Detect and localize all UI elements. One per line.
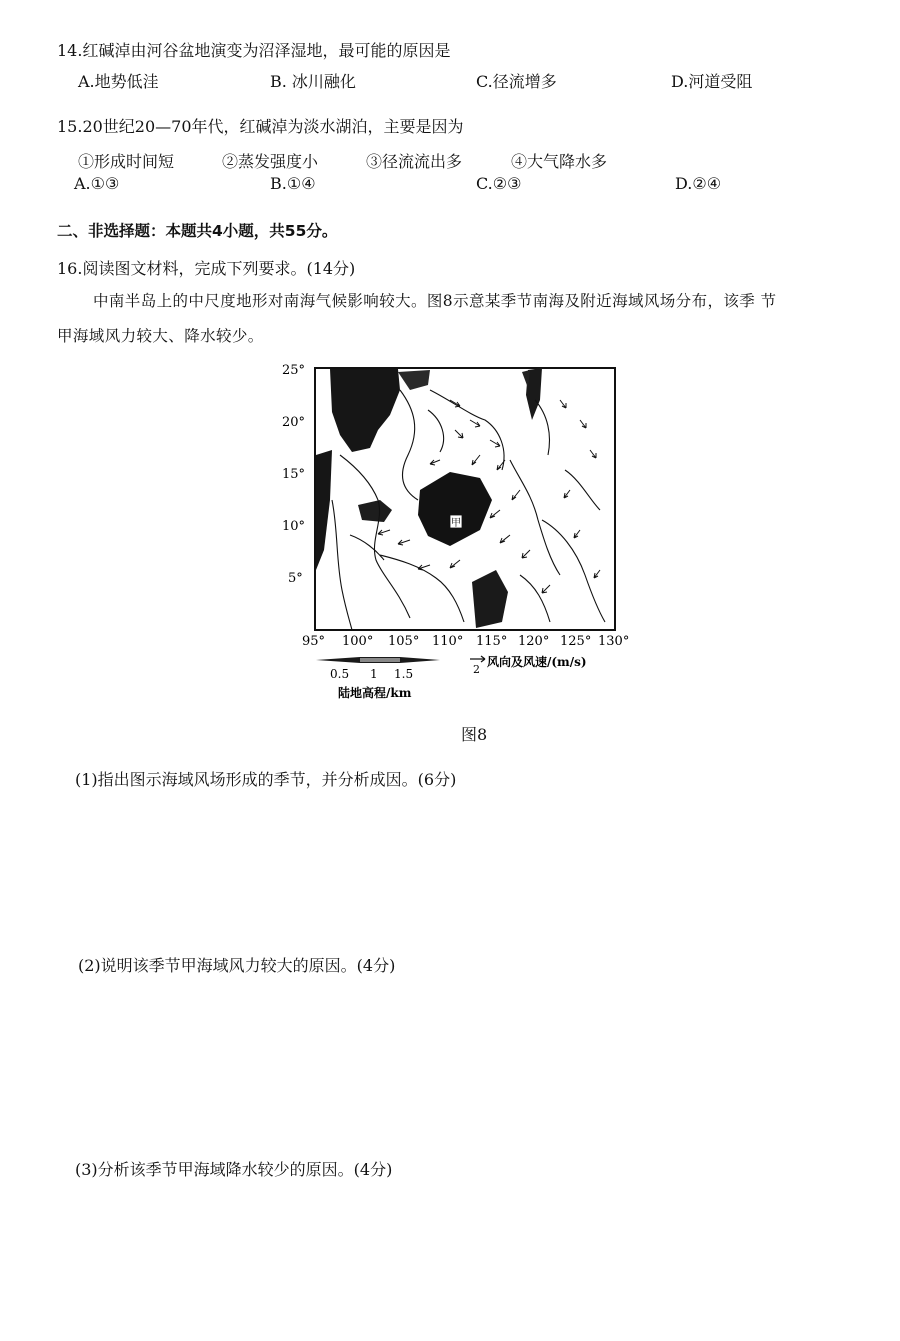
lon-label-130: 130° (598, 634, 630, 649)
q15-option-d: D.②④ (675, 174, 722, 193)
q15-item-2: ②蒸发强度小 (222, 152, 319, 171)
q16-sub-2: (2)说明该季节甲海域风力较大的原因。(4分) (78, 956, 396, 975)
lon-label-125: 125° (560, 634, 592, 649)
lat-label-10: 10° (282, 519, 306, 534)
lon-label-115: 115° (476, 634, 508, 649)
lon-label-100: 100° (342, 634, 374, 649)
lon-label-105: 105° (388, 634, 420, 649)
figure-8-map (280, 360, 640, 705)
q15-option-b: B.①④ (270, 174, 316, 193)
wind-scale-arrow-icon (470, 656, 485, 662)
q15-option-a: A.①③ (74, 174, 120, 193)
figure-caption: 图8 (461, 725, 488, 744)
q16-sub-1: (1)指出图示海域风场形成的季节，并分析成因。(6分) (75, 770, 457, 789)
lon-label-120: 120° (518, 634, 550, 649)
lat-label-5: 5° (288, 571, 303, 586)
lat-label-25: 25° (282, 363, 306, 378)
wind-legend (470, 654, 587, 676)
lon-label-95: 95° (302, 634, 326, 649)
wind-legend-label: 风向及风速/(m/s) (487, 655, 587, 669)
q15-option-c: C.②③ (476, 174, 522, 193)
q14-stem: 14.红碱淖由河谷盆地演变为沼泽湿地，最可能的原因是 (57, 41, 451, 60)
q15-item-3: ③径流流出多 (366, 152, 463, 171)
elevation-legend (316, 657, 440, 700)
q15-item-1: ①形成时间短 (78, 152, 175, 171)
q14-option-a: A.地势低洼 (78, 72, 159, 91)
q14-option-b: B. 冰川融化 (270, 72, 356, 91)
lat-label-20: 20° (282, 415, 306, 430)
q16-sub-3: (3)分析该季节甲海域降水较少的原因。(4分) (75, 1160, 393, 1179)
section-heading: 二、非选择题：本题共4小题，共55分。 (57, 222, 338, 240)
region-jia-label: 甲 (451, 518, 461, 529)
q15-stem: 15.20世纪20—70年代，红碱淖为淡水湖泊，主要是因为 (57, 117, 464, 136)
q16-material-line1: 中南半岛上的中尺度地形对南海气候影响较大。图8示意某季节南海及附近海域风场分布，该季 节 (93, 292, 777, 310)
q15-item-4: ④大气降水多 (511, 152, 608, 171)
lat-label-15: 15° (282, 467, 306, 482)
q14-option-d: D.河道受阻 (671, 72, 753, 91)
q16-material-line2: 甲海域风力较大、降水较少。 (57, 327, 264, 345)
lon-label-110: 110° (432, 634, 464, 649)
wind-scale-value: 2 (473, 663, 480, 676)
elevation-label: 陆地高程/km (338, 686, 412, 700)
elevation-value-1-5: 1.5 (394, 667, 414, 681)
q16-stem: 16.阅读图文材料，完成下列要求。(14分) (57, 259, 356, 278)
elevation-value-0-5: 0.5 (330, 667, 350, 681)
elevation-value-1: 1 (370, 667, 378, 681)
q14-option-c: C.径流增多 (476, 72, 557, 91)
